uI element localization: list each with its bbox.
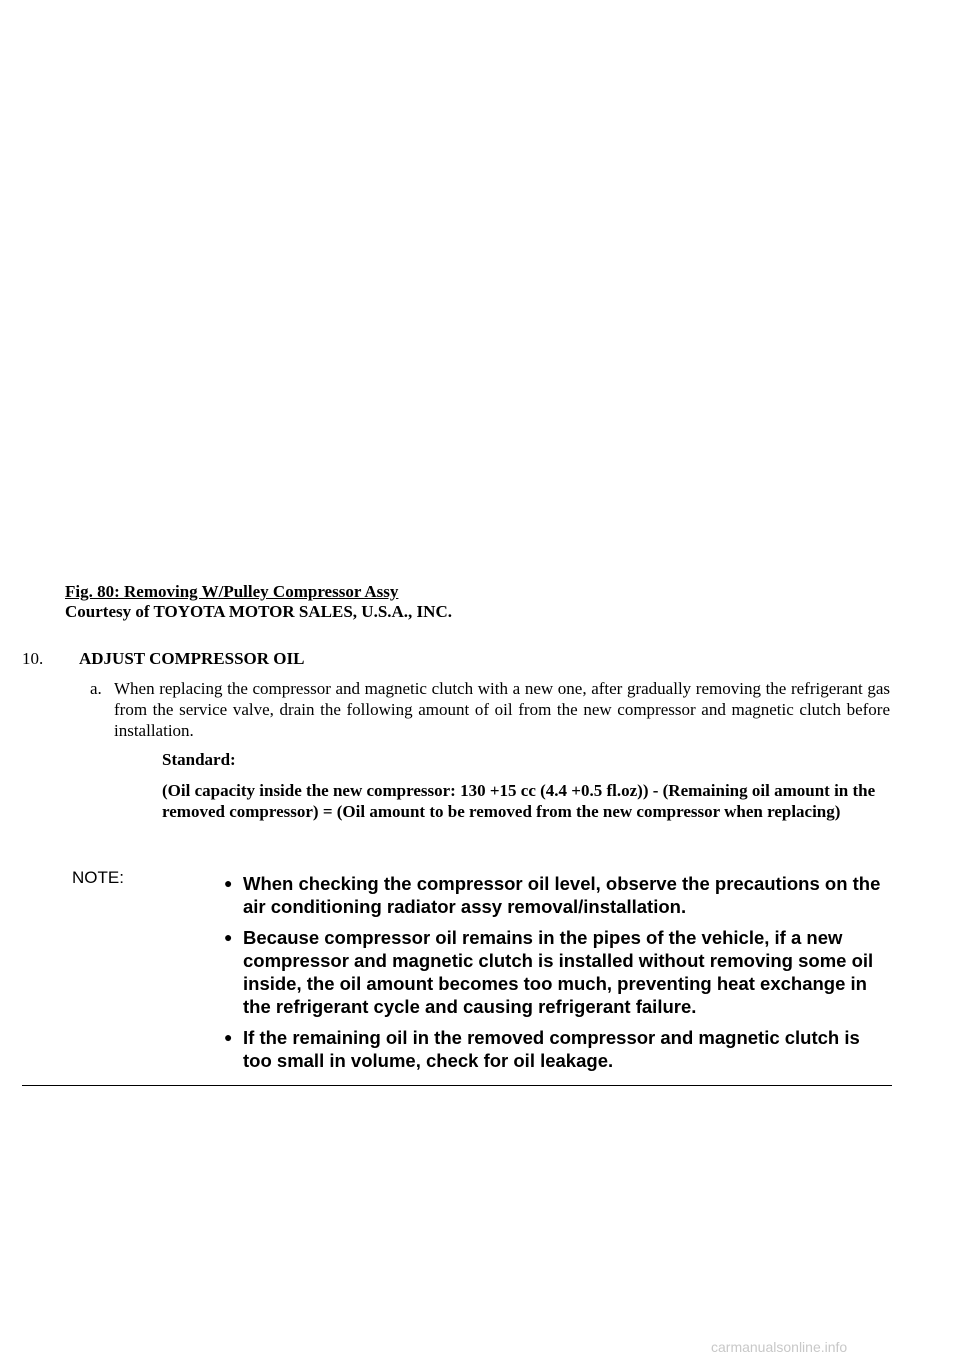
standard-text: (Oil capacity inside the new compressor: 130 +15 cc (4.4 +0.5 fl.oz)) - (Remaining oil amount in the removed compressor) = (Oil amount to be removed from the new compressor when replacing) — [162, 781, 876, 821]
section-divider — [22, 1085, 892, 1086]
note-item-text: Because compressor oil remains in the pipes of the vehicle, if a new compressor and magnetic clutch is installed without removing some oil inside, the oil amount becomes too much, preventing heat exchange in the refrigerant cycle and causing refrigerant failure. — [243, 927, 874, 1017]
figure-title: Fig. 80: Removing W/Pulley Compressor Assy — [65, 582, 399, 601]
standard-block — [162, 749, 882, 822]
substep — [90, 678, 890, 741]
note-item-text: When checking the compressor oil level, observe the precautions on the air conditioning radiator assy removal/installation. — [243, 873, 881, 917]
standard-label: Standard: — [162, 750, 236, 769]
figure-courtesy: Courtesy of TOYOTA MOTOR SALES, U.S.A., INC. — [65, 602, 452, 621]
note-list — [222, 872, 882, 1080]
bullet-icon: ● — [224, 875, 233, 891]
note-item — [222, 872, 882, 918]
note-item — [222, 1026, 882, 1072]
note-label: NOTE: — [72, 868, 124, 887]
step-number: 10. — [22, 649, 44, 668]
figure-image-area — [0, 0, 960, 575]
note-item-text: If the remaining oil in the removed compressor and magnetic clutch is too small in volume, check for oil leakage. — [243, 1027, 860, 1071]
substep-letter: a. — [90, 679, 102, 698]
note-item — [222, 926, 882, 1018]
bullet-icon: ● — [224, 1029, 233, 1045]
step-title: ADJUST COMPRESSOR OIL — [79, 649, 305, 668]
figure-caption — [65, 582, 452, 622]
watermark: carmanualsonline.info — [711, 1339, 848, 1355]
bullet-icon: ● — [224, 929, 233, 945]
substep-text: When replacing the compressor and magnetic clutch with a new one, after gradually removing the refrigerant gas from the service valve, drain the following amount of oil from the new compressor and magnetic clutch before installation. — [114, 679, 890, 740]
